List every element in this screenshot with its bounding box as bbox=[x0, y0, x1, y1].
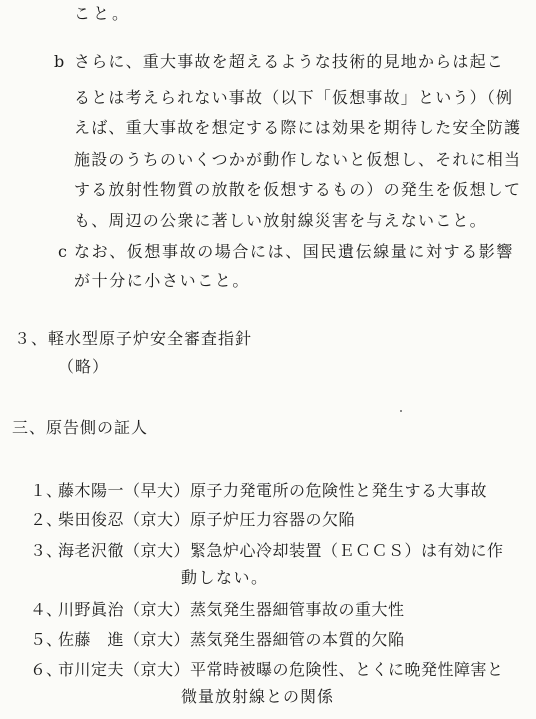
text-line: も、周辺の公衆に著しい放射線災害を与えないこと。 bbox=[74, 211, 487, 230]
scan-speck bbox=[400, 410, 402, 412]
text-line: るとは考えられない事故（以下「仮想事故」という）（例 bbox=[74, 88, 514, 107]
entry-number: ６、 bbox=[30, 660, 63, 679]
entry-number: ５、 bbox=[30, 630, 63, 649]
entry-number: ４、 bbox=[30, 600, 63, 619]
entry-number: ３、 bbox=[30, 541, 63, 560]
witness-entry: 藤木陽一（早大）原子力発電所の危険性と発生する大事故 bbox=[58, 481, 488, 500]
witness-entry-continued: 微量放射線との関係 bbox=[181, 687, 335, 706]
section-heading: ３、軽水型原子炉安全審査指針 bbox=[14, 329, 253, 348]
text-line: が十分に小さいこと。 bbox=[74, 271, 251, 290]
entry-number: ２、 bbox=[30, 510, 63, 529]
text-line: なお、仮想事故の場合には、国民遺伝線量に対する影響 bbox=[74, 242, 515, 261]
witness-entry: 市川定夫（京大）平常時被曝の危険性、とくに晩発性障害と bbox=[58, 660, 504, 679]
witness-entry-continued: 動しない。 bbox=[181, 568, 269, 587]
section-heading: 三、原告側の証人 bbox=[12, 418, 149, 437]
witness-entry: 佐藤 進（京大）蒸気発生器細管の本質的欠陥 bbox=[58, 630, 405, 649]
item-marker-b: b bbox=[54, 52, 65, 71]
witness-entry: 柴田俊忍（京大）原子炉圧力容器の欠陥 bbox=[58, 510, 356, 529]
entry-number: １、 bbox=[30, 481, 63, 500]
text-line: 施設のうちのいくつかが動作しないと仮想し、それに相当 bbox=[74, 150, 522, 169]
item-marker-c: c bbox=[58, 242, 67, 261]
witness-entry: 川野眞治（京大）蒸気発生器細管事故の重大性 bbox=[58, 600, 405, 619]
text-line: する放射性物質の放散を仮想するもの）の発生を仮想して bbox=[74, 180, 522, 199]
text-line: さらに、重大事故を超えるような技術的見地からは起こ bbox=[74, 52, 505, 71]
witness-entry: 海老沢徹（京大）緊急炉心冷却装置（ＥＣＣＳ）は有効に作 bbox=[58, 541, 504, 560]
section-note: （略） bbox=[58, 357, 110, 376]
text-line: こと。 bbox=[74, 4, 132, 23]
text-line: えば、重大事故を想定する際には効果を期待した安全防護 bbox=[74, 118, 522, 137]
